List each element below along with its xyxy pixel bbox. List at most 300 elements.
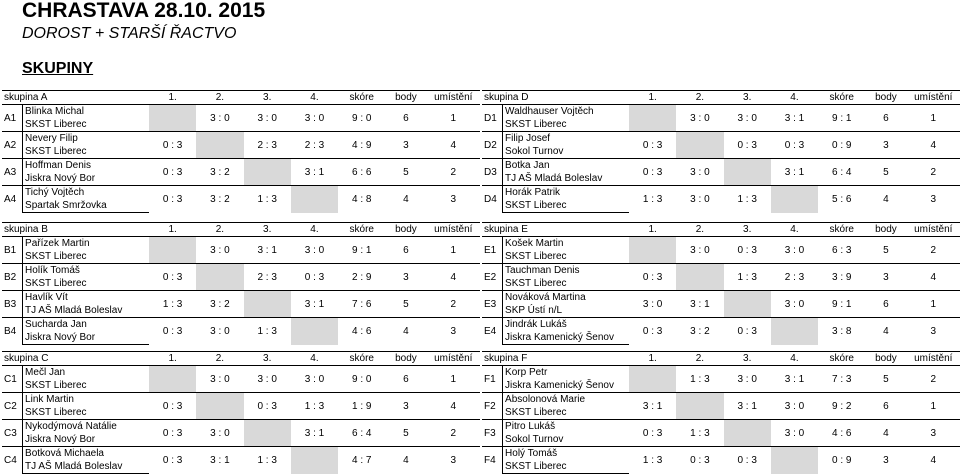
player-name: Pitro Lukáš — [503, 420, 629, 434]
column-header: 1. — [629, 91, 676, 105]
column-header: umístění — [427, 352, 481, 366]
group-table — [482, 222, 960, 345]
column-header: 1. — [629, 352, 676, 366]
player-position: C3 — [2, 420, 23, 447]
player-row — [482, 318, 960, 332]
match-result: 0 : 3 — [771, 132, 818, 159]
player-club: Jiskra Nový Bor — [23, 433, 149, 447]
player-position: C2 — [2, 393, 23, 420]
match-result: 3 : 1 — [291, 291, 338, 318]
self-match-cell — [629, 366, 676, 393]
self-match-cell — [676, 393, 723, 420]
group-table — [482, 351, 960, 474]
match-placement: 4 — [427, 264, 481, 291]
player-club: SKST Liberec — [23, 118, 149, 132]
match-placement: 2 — [427, 159, 481, 186]
player-club: SKST Liberec — [23, 406, 149, 420]
group-header-row — [2, 352, 480, 366]
column-header: umístění — [427, 223, 481, 237]
match-result: 3 : 2 — [676, 318, 723, 345]
match-points: 4 — [385, 318, 426, 345]
player-position: F2 — [482, 393, 503, 420]
player-row — [2, 366, 480, 380]
match-result: 3 : 0 — [291, 105, 338, 132]
column-header: 3. — [724, 91, 771, 105]
match-result: 3 : 1 — [629, 393, 676, 420]
match-result: 0 : 3 — [629, 159, 676, 186]
group-table — [2, 351, 480, 474]
match-points: 6 — [385, 105, 426, 132]
player-row — [2, 420, 480, 434]
match-result: 3 : 0 — [291, 237, 338, 264]
player-row — [482, 186, 960, 200]
match-result: 3 : 0 — [196, 366, 243, 393]
column-header: 2. — [676, 352, 723, 366]
player-row — [2, 237, 480, 251]
match-result: 0 : 3 — [724, 318, 771, 345]
group-header-row — [2, 223, 480, 237]
column-header: umístění — [907, 91, 960, 105]
match-score: 5 : 6 — [818, 186, 865, 213]
match-score: 6 : 3 — [818, 237, 865, 264]
column-header: 4. — [291, 223, 338, 237]
column-header: 2. — [196, 352, 243, 366]
player-club: TJ AŠ Mladá Boleslav — [23, 304, 149, 318]
match-result: 1 : 3 — [724, 264, 771, 291]
player-row — [482, 393, 960, 407]
match-result: 3 : 0 — [676, 237, 723, 264]
column-header: 3. — [244, 352, 291, 366]
group-table — [2, 222, 480, 345]
match-result: 2 : 3 — [771, 264, 818, 291]
player-position: F4 — [482, 447, 503, 474]
match-placement: 3 — [427, 186, 481, 213]
self-match-cell — [724, 291, 771, 318]
match-result: 3 : 1 — [724, 393, 771, 420]
player-club: SKST Liberec — [503, 199, 629, 213]
column-header: skóre — [338, 223, 385, 237]
match-placement: 2 — [427, 291, 481, 318]
column-header: 1. — [149, 352, 196, 366]
group-name: skupina D — [482, 91, 629, 105]
match-points: 3 — [865, 264, 906, 291]
column-header: body — [385, 223, 426, 237]
match-placement: 3 — [427, 447, 481, 474]
column-header: umístění — [907, 223, 960, 237]
player-name: Nováková Martina — [503, 291, 629, 305]
match-placement: 1 — [427, 366, 481, 393]
column-header: 2. — [196, 223, 243, 237]
match-result: 0 : 3 — [244, 393, 291, 420]
column-header: 3. — [244, 223, 291, 237]
group-header-row — [482, 352, 960, 366]
match-placement: 4 — [907, 447, 960, 474]
player-name: Tauchman Denis — [503, 264, 629, 278]
player-name: Jindrák Lukáš — [503, 318, 629, 332]
player-position: D4 — [482, 186, 503, 213]
player-club: SKST Liberec — [23, 277, 149, 291]
player-row — [2, 105, 480, 119]
page-subtitle: DOROST + STARŠÍ ŘACTVO — [22, 25, 236, 43]
column-header: skóre — [338, 352, 385, 366]
match-result: 3 : 0 — [291, 366, 338, 393]
match-result: 0 : 3 — [149, 447, 196, 474]
match-result: 3 : 0 — [771, 420, 818, 447]
player-club: SKST Liberec — [503, 460, 629, 474]
player-name: Botka Jan — [503, 159, 629, 173]
player-club: SKP Ústí n/L — [503, 304, 629, 318]
match-points: 5 — [385, 159, 426, 186]
match-result: 3 : 2 — [196, 159, 243, 186]
match-score: 9 : 0 — [338, 366, 385, 393]
player-club: TJ AŠ Mladá Boleslav — [23, 460, 149, 474]
player-position: B2 — [2, 264, 23, 291]
match-points: 3 — [865, 132, 906, 159]
player-name: Nevery Filip — [23, 132, 149, 146]
column-header: skóre — [338, 91, 385, 105]
match-points: 4 — [865, 186, 906, 213]
self-match-cell — [196, 393, 243, 420]
match-placement: 2 — [907, 366, 960, 393]
self-match-cell — [149, 366, 196, 393]
match-result: 0 : 3 — [629, 420, 676, 447]
column-header: 2. — [676, 91, 723, 105]
player-position: C4 — [2, 447, 23, 474]
player-row — [482, 237, 960, 251]
match-result: 3 : 2 — [196, 186, 243, 213]
player-row — [2, 291, 480, 305]
column-header: body — [865, 91, 906, 105]
match-score: 7 : 3 — [818, 366, 865, 393]
match-result: 0 : 3 — [724, 237, 771, 264]
match-placement: 4 — [427, 132, 481, 159]
match-score: 9 : 2 — [818, 393, 865, 420]
match-placement: 2 — [427, 420, 481, 447]
match-result: 3 : 0 — [629, 291, 676, 318]
match-result: 1 : 3 — [244, 447, 291, 474]
match-score: 9 : 1 — [818, 105, 865, 132]
column-header: 1. — [149, 91, 196, 105]
match-points: 6 — [865, 291, 906, 318]
player-position: A2 — [2, 132, 23, 159]
column-header: 1. — [629, 223, 676, 237]
match-score: 4 : 7 — [338, 447, 385, 474]
player-position: A3 — [2, 159, 23, 186]
match-placement: 1 — [907, 105, 960, 132]
player-position: C1 — [2, 366, 23, 393]
match-score: 4 : 8 — [338, 186, 385, 213]
player-club: Jiskra Nový Bor — [23, 331, 149, 345]
player-name: Filip Josef — [503, 132, 629, 146]
match-result: 0 : 3 — [149, 420, 196, 447]
match-result: 3 : 0 — [771, 291, 818, 318]
match-result: 1 : 3 — [291, 393, 338, 420]
player-club: Sokol Turnov — [503, 145, 629, 159]
player-name: Holý Tomáš — [503, 447, 629, 461]
match-result: 3 : 1 — [196, 447, 243, 474]
match-result: 2 : 3 — [244, 264, 291, 291]
player-row — [482, 264, 960, 278]
player-name: Horák Patrik — [503, 186, 629, 200]
group-header-row — [482, 91, 960, 105]
player-name: Link Martin — [23, 393, 149, 407]
column-header: 3. — [244, 91, 291, 105]
match-score: 6 : 6 — [338, 159, 385, 186]
match-result: 3 : 0 — [244, 105, 291, 132]
player-row — [2, 132, 480, 146]
match-score: 4 : 9 — [338, 132, 385, 159]
match-result: 0 : 3 — [149, 159, 196, 186]
player-name: Tichý Vojtěch — [23, 186, 149, 200]
column-header: 3. — [724, 223, 771, 237]
match-result: 1 : 3 — [244, 186, 291, 213]
group-name: skupina A — [2, 91, 149, 105]
match-points: 4 — [865, 318, 906, 345]
match-result: 1 : 3 — [676, 420, 723, 447]
column-header: body — [385, 352, 426, 366]
match-points: 6 — [865, 393, 906, 420]
match-placement: 3 — [427, 318, 481, 345]
match-score: 2 : 9 — [338, 264, 385, 291]
match-result: 0 : 3 — [291, 264, 338, 291]
player-name: Hoffman Denis — [23, 159, 149, 173]
column-header: body — [385, 91, 426, 105]
match-points: 5 — [865, 366, 906, 393]
player-position: D3 — [482, 159, 503, 186]
self-match-cell — [244, 159, 291, 186]
column-header: umístění — [907, 352, 960, 366]
match-result: 0 : 3 — [724, 447, 771, 474]
match-result: 1 : 3 — [149, 291, 196, 318]
player-name: Pařízek Martin — [23, 237, 149, 251]
self-match-cell — [149, 105, 196, 132]
player-name: Botková Michaela — [23, 447, 149, 461]
match-result: 3 : 1 — [771, 105, 818, 132]
match-placement: 1 — [427, 237, 481, 264]
player-row — [482, 447, 960, 461]
self-match-cell — [724, 420, 771, 447]
match-score: 9 : 1 — [338, 237, 385, 264]
match-result: 3 : 2 — [196, 291, 243, 318]
match-result: 0 : 3 — [149, 264, 196, 291]
self-match-cell — [771, 318, 818, 345]
self-match-cell — [676, 264, 723, 291]
self-match-cell — [149, 237, 196, 264]
column-header: 4. — [291, 352, 338, 366]
match-score: 9 : 1 — [818, 291, 865, 318]
match-points: 3 — [865, 447, 906, 474]
match-result: 3 : 1 — [291, 420, 338, 447]
player-club: TJ AŠ Mladá Boleslav — [503, 172, 629, 186]
player-club: SKST Liberec — [503, 250, 629, 264]
match-placement: 4 — [427, 393, 481, 420]
player-position: A1 — [2, 105, 23, 132]
self-match-cell — [244, 420, 291, 447]
match-placement: 3 — [907, 420, 960, 447]
match-result: 3 : 1 — [244, 237, 291, 264]
self-match-cell — [724, 159, 771, 186]
match-result: 0 : 3 — [629, 318, 676, 345]
player-club: Jiskra Nový Bor — [23, 172, 149, 186]
player-position: E3 — [482, 291, 503, 318]
player-row — [2, 186, 480, 200]
player-position: A4 — [2, 186, 23, 213]
column-header: 2. — [676, 223, 723, 237]
self-match-cell — [771, 186, 818, 213]
match-points: 3 — [385, 132, 426, 159]
match-points: 5 — [865, 159, 906, 186]
match-result: 0 : 3 — [149, 318, 196, 345]
match-result: 3 : 0 — [771, 237, 818, 264]
match-result: 3 : 1 — [291, 159, 338, 186]
match-result: 3 : 0 — [196, 105, 243, 132]
player-name: Holík Tomáš — [23, 264, 149, 278]
match-score: 3 : 9 — [818, 264, 865, 291]
player-position: D2 — [482, 132, 503, 159]
player-position: E1 — [482, 237, 503, 264]
match-points: 4 — [385, 447, 426, 474]
match-result: 3 : 0 — [196, 420, 243, 447]
group-name: skupina F — [482, 352, 629, 366]
match-result: 0 : 3 — [676, 447, 723, 474]
player-row — [482, 420, 960, 434]
self-match-cell — [291, 186, 338, 213]
column-header: 1. — [149, 223, 196, 237]
match-points: 6 — [385, 366, 426, 393]
match-result: 3 : 0 — [771, 393, 818, 420]
player-row — [2, 159, 480, 173]
self-match-cell — [196, 264, 243, 291]
match-result: 3 : 0 — [724, 105, 771, 132]
self-match-cell — [771, 447, 818, 474]
section-heading: SKUPINY — [22, 60, 93, 78]
player-position: D1 — [482, 105, 503, 132]
match-score: 0 : 9 — [818, 132, 865, 159]
player-row — [482, 132, 960, 146]
match-result: 2 : 3 — [244, 132, 291, 159]
match-score: 9 : 0 — [338, 105, 385, 132]
player-position: F3 — [482, 420, 503, 447]
column-header: body — [865, 223, 906, 237]
group-header-row — [2, 91, 480, 105]
column-header: 3. — [724, 352, 771, 366]
group-name: skupina B — [2, 223, 149, 237]
player-name: Blinka Michal — [23, 105, 149, 119]
column-header: 4. — [771, 352, 818, 366]
column-header: 4. — [771, 223, 818, 237]
player-row — [482, 366, 960, 380]
match-score: 1 : 9 — [338, 393, 385, 420]
column-header: skóre — [818, 91, 865, 105]
match-result: 3 : 1 — [676, 291, 723, 318]
match-score: 6 : 4 — [338, 420, 385, 447]
match-result: 0 : 3 — [629, 132, 676, 159]
player-club: Jiskra Kamenický Šenov — [503, 379, 629, 393]
column-header: skóre — [818, 352, 865, 366]
match-result: 3 : 1 — [771, 159, 818, 186]
player-club: SKST Liberec — [503, 406, 629, 420]
self-match-cell — [629, 237, 676, 264]
match-score: 4 : 6 — [338, 318, 385, 345]
match-points: 4 — [385, 186, 426, 213]
match-result: 3 : 0 — [244, 366, 291, 393]
match-result: 1 : 3 — [244, 318, 291, 345]
match-placement: 1 — [907, 393, 960, 420]
match-placement: 4 — [907, 132, 960, 159]
player-name: Sucharda Jan — [23, 318, 149, 332]
match-placement: 1 — [427, 105, 481, 132]
self-match-cell — [291, 447, 338, 474]
match-result: 1 : 3 — [724, 186, 771, 213]
page-title: CHRASTAVA 28.10. 2015 — [22, 0, 265, 24]
self-match-cell — [676, 132, 723, 159]
match-result: 3 : 0 — [676, 159, 723, 186]
player-club: SKST Liberec — [503, 118, 629, 132]
column-header: 4. — [291, 91, 338, 105]
match-placement: 2 — [907, 159, 960, 186]
player-row — [2, 393, 480, 407]
match-result: 1 : 3 — [629, 447, 676, 474]
match-result: 0 : 3 — [724, 132, 771, 159]
player-club: SKST Liberec — [23, 250, 149, 264]
player-club: Spartak Smržovka — [23, 199, 149, 213]
match-points: 4 — [865, 420, 906, 447]
player-club: Jiskra Kamenický Šenov — [503, 331, 629, 345]
column-header: body — [865, 352, 906, 366]
group-name: skupina E — [482, 223, 629, 237]
match-placement: 4 — [907, 264, 960, 291]
player-club: SKST Liberec — [23, 145, 149, 159]
match-result: 1 : 3 — [629, 186, 676, 213]
player-position: B3 — [2, 291, 23, 318]
player-club: SKST Liberec — [503, 277, 629, 291]
match-score: 3 : 8 — [818, 318, 865, 345]
group-table — [2, 90, 480, 213]
player-position: E4 — [482, 318, 503, 345]
player-row — [2, 264, 480, 278]
match-points: 5 — [385, 291, 426, 318]
match-result: 0 : 3 — [149, 393, 196, 420]
match-placement: 3 — [907, 318, 960, 345]
match-placement: 1 — [907, 291, 960, 318]
group-table — [482, 90, 960, 213]
player-name: Waldhauser Vojtěch — [503, 105, 629, 119]
self-match-cell — [629, 105, 676, 132]
match-result: 1 : 3 — [676, 366, 723, 393]
match-points: 3 — [385, 264, 426, 291]
player-position: B4 — [2, 318, 23, 345]
match-result: 0 : 3 — [629, 264, 676, 291]
match-score: 7 : 6 — [338, 291, 385, 318]
player-position: F1 — [482, 366, 503, 393]
column-header: 2. — [196, 91, 243, 105]
player-row — [482, 291, 960, 305]
player-row — [2, 318, 480, 332]
match-result: 3 : 0 — [676, 186, 723, 213]
player-club: Sokol Turnov — [503, 433, 629, 447]
player-name: Korp Petr — [503, 366, 629, 380]
match-result: 3 : 0 — [724, 366, 771, 393]
match-points: 6 — [865, 105, 906, 132]
self-match-cell — [244, 291, 291, 318]
match-result: 0 : 3 — [149, 186, 196, 213]
column-header: skóre — [818, 223, 865, 237]
player-position: B1 — [2, 237, 23, 264]
player-name: Absolonová Marie — [503, 393, 629, 407]
player-name: Košek Martin — [503, 237, 629, 251]
player-name: Nykodýmová Natálie — [23, 420, 149, 434]
match-score: 6 : 4 — [818, 159, 865, 186]
